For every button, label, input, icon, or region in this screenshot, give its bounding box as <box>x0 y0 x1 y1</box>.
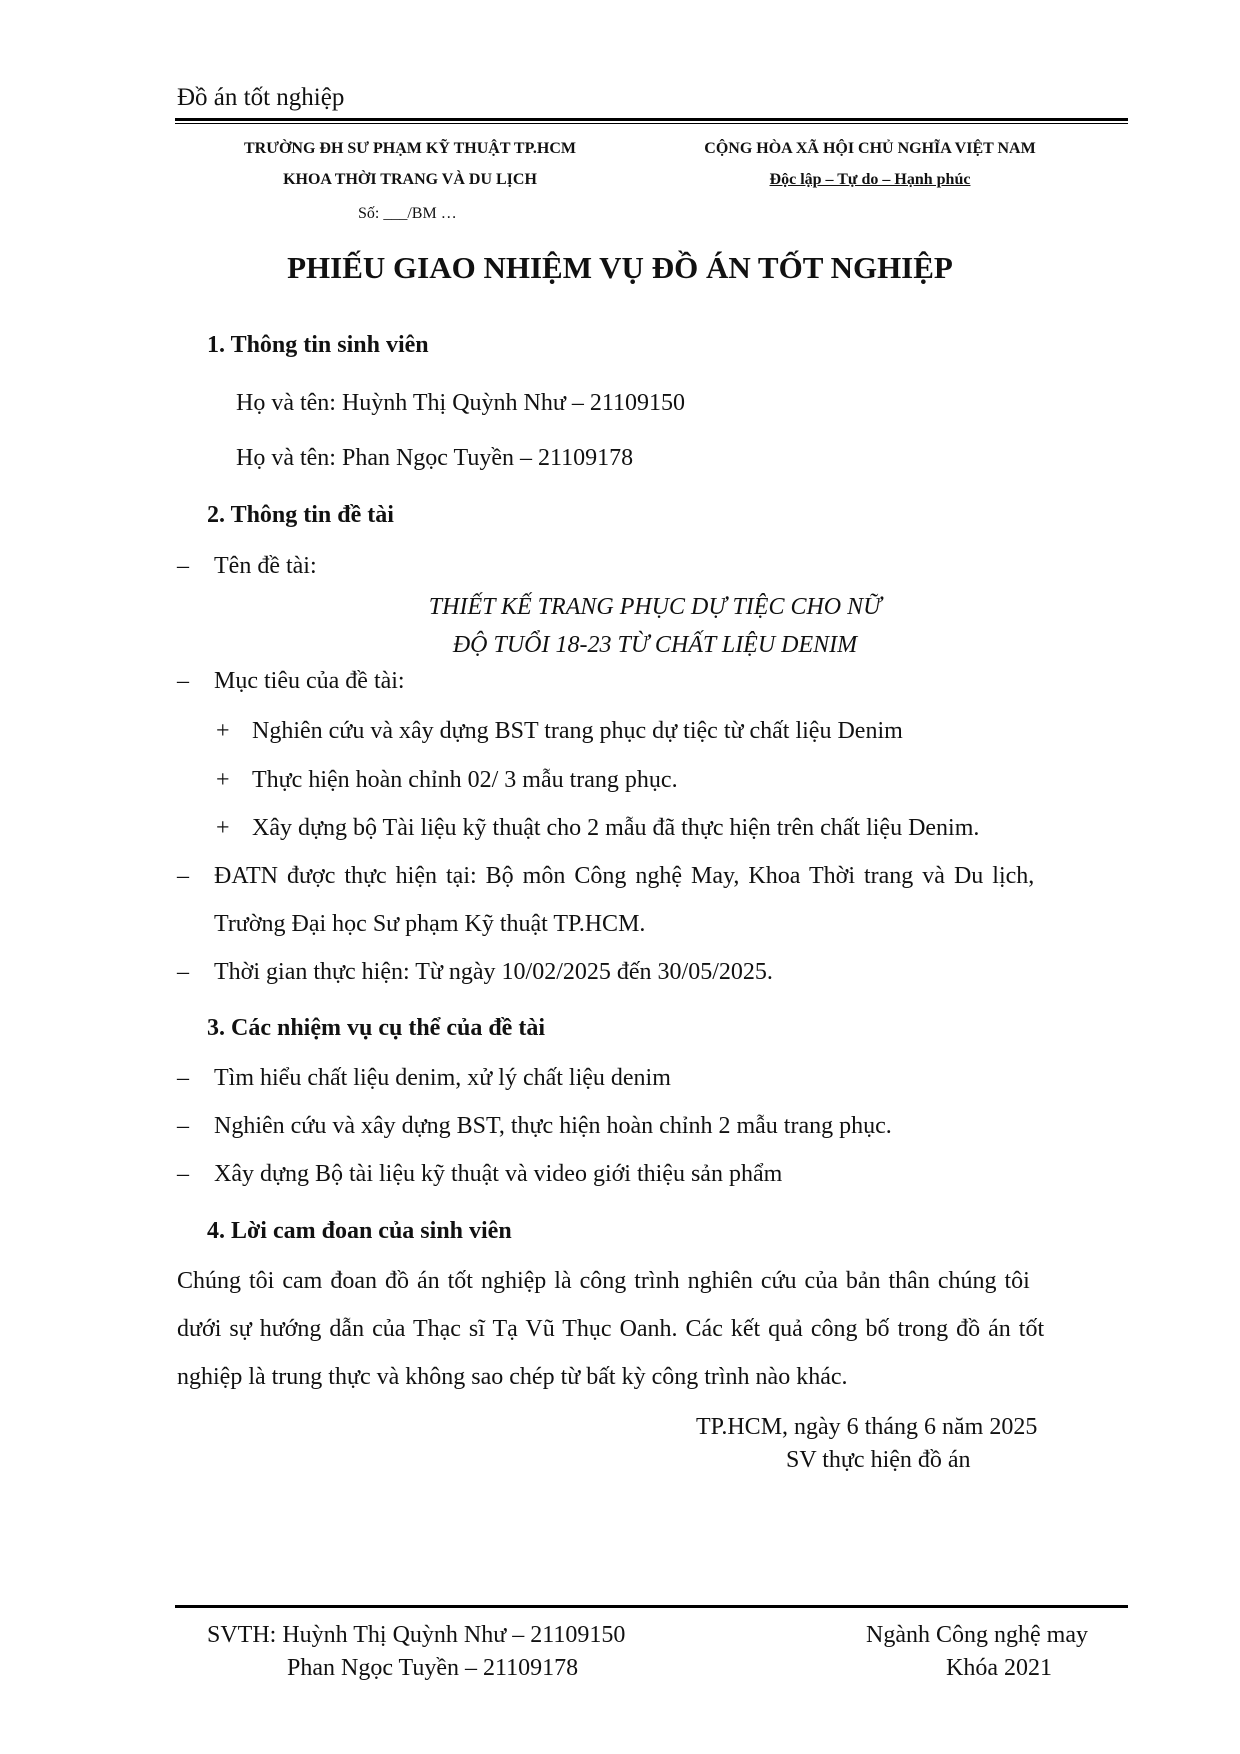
pledge-line-2: dưới sự hướng dẫn của Thạc sĩ Tạ Vũ Thục Oanh. Các kết quả công bố trong đồ án tốt <box>177 1316 1045 1342</box>
page-title: PHIẾU GIAO NHIỆM VỤ ĐỒ ÁN TỐT NGHIỆP <box>287 250 953 285</box>
section-3-heading: 3. Các nhiệm vụ cụ thể của đề tài <box>207 1015 545 1041</box>
footer-students-line-1: SVTH: Huỳnh Thị Quỳnh Như – 21109150 <box>207 1622 626 1648</box>
pledge-line-3: nghiệp là trung thực và không sao chép từ bất kỳ công trình nào khác. <box>177 1364 848 1390</box>
bullet-dash: – <box>177 1113 189 1139</box>
section-1-heading: 1. Thông tin sinh viên <box>207 332 429 358</box>
goal-item: Nghiên cứu và xây dựng BST trang phục dự tiệc từ chất liệu Denim <box>252 718 903 744</box>
goal-item: Xây dựng bộ Tài liệu kỹ thuật cho 2 mẫu đã thực hiện trên chất liệu Denim. <box>252 815 980 841</box>
header-divider <box>175 118 1128 124</box>
section-4-heading: 4. Lời cam đoan của sinh viên <box>207 1218 512 1244</box>
section-2-heading: 2. Thông tin đề tài <box>207 502 394 528</box>
goal-label: Mục tiêu của đề tài: <box>214 668 405 694</box>
bullet-dash: – <box>177 1065 189 1091</box>
signature-role: SV thực hiện đồ án <box>786 1447 971 1473</box>
bullet-dash: – <box>177 553 189 579</box>
footer-students-line-2: Phan Ngọc Tuyền – 21109178 <box>287 1655 579 1681</box>
country-name: CỘNG HÒA XÃ HỘI CHỦ NGHĨA VIỆT NAM <box>704 140 1036 157</box>
footer-course: Khóa 2021 <box>946 1655 1052 1681</box>
task-item: Nghiên cứu và xây dựng BST, thực hiện hoàn chỉnh 2 mẫu trang phục. <box>214 1113 892 1139</box>
place-line-2: Trường Đại học Sư phạm Kỹ thuật TP.HCM. <box>214 911 646 937</box>
bullet-plus: + <box>216 718 230 744</box>
bullet-dash: – <box>177 668 189 694</box>
place-line-1: ĐATN được thực hiện tại: Bộ môn Công nghệ May, Khoa Thời trang và Du lịch, <box>214 863 1035 889</box>
topic-title-line-2: ĐỘ TUỔI 18-23 TỪ CHẤT LIỆU DENIM <box>452 632 858 658</box>
student-1-name: Họ và tên: Huỳnh Thị Quỳnh Như – 21109150 <box>236 390 685 416</box>
topic-title-line-1: THIẾT KẾ TRANG PHỤC DỰ TIỆC CHO NỮ <box>428 594 882 620</box>
signature-date: TP.HCM, ngày 6 tháng 6 năm 2025 <box>696 1414 1038 1440</box>
pledge-line-1: Chúng tôi cam đoan đồ án tốt nghiệp là công trình nghiên cứu của bản thân chúng tôi <box>177 1268 1030 1294</box>
bullet-dash: – <box>177 1161 189 1187</box>
footer-divider <box>175 1605 1128 1608</box>
student-2-name: Họ và tên: Phan Ngọc Tuyền – 21109178 <box>236 445 634 471</box>
bullet-dash: – <box>177 959 189 985</box>
bullet-plus: + <box>216 767 230 793</box>
document-header-label: Đồ án tốt nghiệp <box>177 84 345 111</box>
footer-major: Ngành Công nghệ may <box>866 1622 1088 1648</box>
bullet-plus: + <box>216 815 230 841</box>
bullet-dash: – <box>177 863 189 889</box>
school-name: TRƯỜNG ĐH SƯ PHẠM KỸ THUẬT TP.HCM <box>243 140 577 157</box>
time-period: Thời gian thực hiện: Từ ngày 10/02/2025 đến 30/05/2025. <box>214 959 773 985</box>
topic-label: Tên đề tài: <box>214 553 317 579</box>
national-motto: Độc lập – Tự do – Hạnh phúc <box>769 171 971 188</box>
task-item: Xây dựng Bộ tài liệu kỹ thuật và video giới thiệu sản phẩm <box>214 1161 783 1187</box>
document-number: Số: ___/BM … <box>358 205 457 222</box>
faculty-name: KHOA THỜI TRANG VÀ DU LỊCH <box>283 171 537 188</box>
task-item: Tìm hiểu chất liệu denim, xử lý chất liệu denim <box>214 1065 671 1091</box>
goal-item: Thực hiện hoàn chỉnh 02/ 3 mẫu trang phục. <box>252 767 678 793</box>
